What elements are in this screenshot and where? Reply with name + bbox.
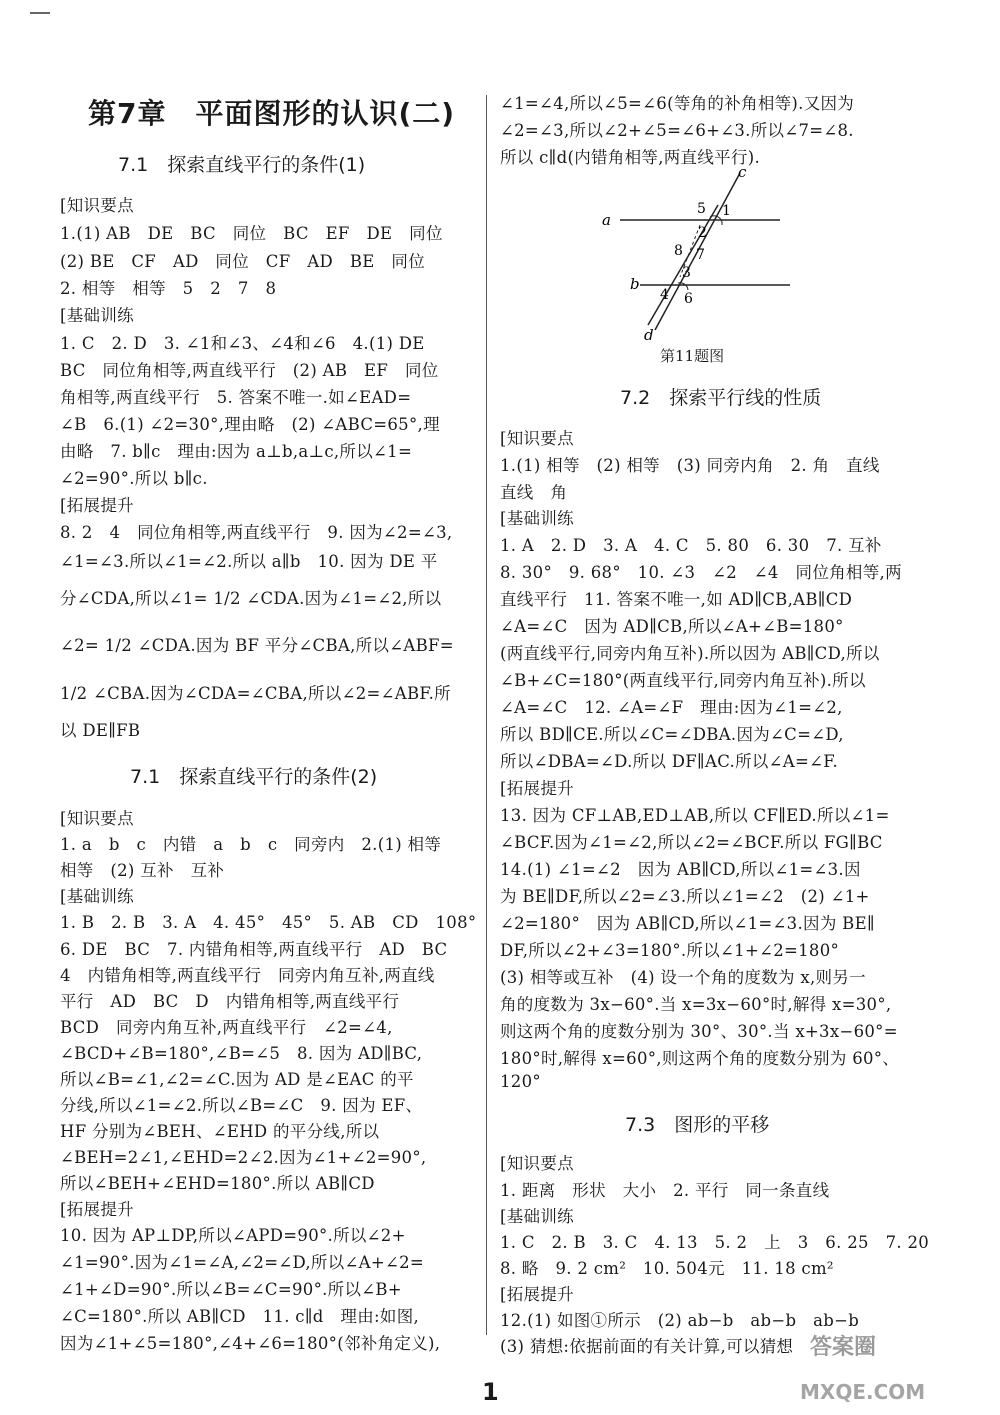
label-3: 3	[682, 265, 691, 281]
text-line: 因为∠1+∠5=180°,∠4+∠6=180°(邻补角定义),	[60, 1334, 441, 1353]
corner-mark	[30, 12, 50, 14]
text-line: ∠BEH=2∠1,∠EHD=2∠2.因为∠1+∠2=90°,	[60, 1148, 427, 1167]
text-line: [拓展提升	[500, 779, 574, 798]
text-line: 所以∠DBA=∠D.所以 DF∥AC.所以∠A=∠F.	[500, 752, 838, 771]
label-8: 8	[674, 243, 683, 259]
text-line: [基础训练	[60, 887, 134, 906]
text-line: 1.(1) 相等 (2) 相等 (3) 同旁内角 2. 角 直线	[500, 456, 880, 475]
text-line: [基础训练	[500, 509, 574, 528]
text-line: [拓展提升	[60, 496, 134, 515]
text-line: 1. 距离 形状 大小 2. 平行 同一条直线	[500, 1181, 830, 1200]
text-line: 14.(1) ∠1=∠2 因为 AB∥CD,所以∠1=∠3.因	[500, 860, 861, 879]
text-line: 相等 (2) 互补 互补	[60, 861, 225, 880]
label-c: c	[738, 165, 747, 181]
text-line: [知识要点	[500, 429, 574, 448]
text-line: ∠2=90°.所以 b∥c.	[60, 469, 208, 488]
text-line: ∠B 6.(1) ∠2=30°,理由略 (2) ∠ABC=65°,理	[60, 415, 440, 434]
text-line: 由略 7. b∥c 理由:因为 a⊥b,a⊥c,所以∠1=	[60, 442, 413, 461]
text-line: 12.(1) 如图①所示 (2) ab−b ab−b ab−b	[500, 1311, 860, 1330]
text-line: 1/2 ∠CBA.因为∠CDA=∠CBA,所以∠2=∠ABF.所	[60, 684, 451, 703]
label-a: a	[602, 211, 611, 229]
text-line: ∠BCD+∠B=180°,∠B=∠5 8. 因为 AD∥BC,	[60, 1044, 423, 1063]
chapter-title: 第7章 平面图形的认识(二)	[88, 97, 456, 130]
text-line: 平行 AD BC D 内错角相等,两直线平行	[60, 992, 400, 1011]
text-line: 6. DE BC 7. 内错角相等,两直线平行 AD BC	[60, 940, 448, 959]
label-6: 6	[684, 291, 693, 307]
text-line: 180°时,解得 x=60°,则这两个角的度数分别为 60°、	[500, 1049, 900, 1068]
label-5: 5	[697, 201, 706, 217]
text-line: (3) 相等或互补 (4) 设一个角的度数为 x,则另一	[500, 968, 866, 987]
text-line: 角相等,两直线平行 5. 答案不唯一.如∠EAD=	[60, 388, 412, 407]
text-line: 2. 相等 相等 5 2 7 8	[60, 279, 277, 298]
text-line: 120°	[500, 1072, 541, 1091]
text-line: [知识要点	[60, 809, 134, 828]
text-line: 1. a b c 内错 a b c 同旁内 2.(1) 相等	[60, 835, 442, 854]
text-line: 1. B 2. B 3. A 4. 45° 45° 5. AB CD 108°	[60, 913, 477, 932]
label-7: 7	[696, 247, 705, 263]
text-line: 直线 角	[500, 483, 568, 502]
text-line: 所以 c∥d(内错角相等,两直线平行).	[500, 148, 761, 167]
text-line: 所以∠BEH+∠EHD=180°.所以 AB∥CD	[60, 1174, 375, 1193]
text-line: [基础训练	[60, 306, 134, 325]
text-line: BC 同位角相等,两直线平行 (2) AB EF 同位	[60, 361, 439, 380]
text-line: ∠2= 1/2 ∠CDA.因为 BF 平分∠CBA,所以∠ABF=	[60, 636, 454, 655]
text-line: ∠2=180° 因为 AB∥CD,所以∠1=∠3.因为 BE∥	[500, 914, 875, 933]
text-line: 1.(1) AB DE BC 同位 BC EF DE 同位	[60, 224, 443, 243]
watermark-url: MXQE.COM	[800, 1380, 926, 1404]
text-line: ∠2=∠3,所以∠2+∠5=∠6+∠3.所以∠7=∠8.	[500, 121, 854, 140]
text-line: (2) BE CF AD 同位 CF AD BE 同位	[60, 252, 425, 271]
page-number: 1	[482, 1378, 499, 1406]
text-line: ∠1=∠3.所以∠1=∠2.所以 a∥b 10. 因为 DE 平	[60, 552, 438, 571]
text-line: 8. 略 9. 2 cm² 10. 504元 11. 18 cm²	[500, 1259, 834, 1278]
text-line: 8. 2 4 同位角相等,两直线平行 9. 因为∠2=∠3,	[60, 523, 453, 542]
text-line: 分∠CDA,所以∠1= 1/2 ∠CDA.因为∠1=∠2,所以	[60, 589, 442, 608]
text-line: 所以 BD∥CE.所以∠C=∠DBA.因为∠C=∠D,	[500, 725, 844, 744]
text-line: (两直线平行,同旁内角互补).所以因为 AB∥CD,所以	[500, 644, 880, 663]
figure-11-diagram	[600, 165, 820, 345]
section-title-7-2: 7.2 探索平行线的性质	[620, 387, 822, 409]
column-divider	[486, 95, 487, 1335]
label-4: 4	[660, 287, 669, 303]
text-line: 直线平行 11. 答案不唯一,如 AD∥CB,AB∥CD	[500, 590, 853, 609]
text-line: [基础训练	[500, 1207, 574, 1226]
label-d: d	[644, 326, 654, 344]
text-line: [知识要点	[500, 1154, 574, 1173]
label-2: 2	[698, 225, 707, 241]
text-line: 角的度数为 3x−60°.当 x=3x−60°时,解得 x=30°,	[500, 995, 892, 1014]
text-line: BCD 同旁内角互补,两直线平行 ∠2=∠4,	[60, 1018, 393, 1037]
section-title-7-1-1: 7.1 探索直线平行的条件(1)	[118, 154, 366, 176]
text-line: 8. 30° 9. 68° 10. ∠3 ∠2 ∠4 同位角相等,两	[500, 563, 902, 582]
watermark-logo: 答案圈	[810, 1335, 877, 1360]
text-line: (3) 猜想:依据前面的有关计算,可以猜想	[500, 1337, 794, 1356]
text-line: 1. C 2. D 3. ∠1和∠3、∠4和∠6 4.(1) DE	[60, 334, 425, 353]
section-title-7-3: 7.3 图形的平移	[625, 1114, 770, 1136]
text-line: [拓展提升	[500, 1285, 574, 1304]
text-line: ∠C=180°.所以 AB∥CD 11. c∥d 理由:如图,	[60, 1307, 420, 1326]
figure-caption: 第11题图	[660, 347, 725, 365]
text-line: 以 DE∥FB	[60, 721, 141, 740]
text-line: [拓展提升	[60, 1200, 134, 1219]
text-line: ∠1=90°.因为∠1=∠A,∠2=∠D,所以∠A+∠2=	[60, 1253, 425, 1272]
text-line: ∠1=∠4,所以∠5=∠6(等角的补角相等).又因为	[500, 94, 855, 113]
text-line: 则这两个角的度数分别为 30°、30°.当 x+3x−60°=	[500, 1022, 898, 1041]
text-line: 分线,所以∠1=∠2.所以∠B=∠C 9. 因为 EF、	[60, 1096, 423, 1115]
text-line: 1. A 2. D 3. A 4. C 5. 80 6. 30 7. 互补	[500, 536, 882, 555]
text-line: 13. 因为 CF⊥AB,ED⊥AB,所以 CF∥ED.所以∠1=	[500, 806, 890, 825]
text-line: [知识要点	[60, 196, 134, 215]
text-line: ∠B+∠C=180°(两直线平行,同旁内角互补).所以	[500, 671, 866, 690]
text-line: ∠A=∠C 12. ∠A=∠F 理由:因为∠1=∠2,	[500, 698, 843, 717]
text-line: DF,所以∠2+∠3=180°.所以∠1+∠2=180°	[500, 941, 840, 960]
text-line: 1. C 2. B 3. C 4. 13 5. 2 上 3 6. 25 7. 20	[500, 1233, 930, 1252]
text-line: HF 分别为∠BEH、∠EHD 的平分线,所以	[60, 1122, 380, 1141]
text-line: 所以∠B=∠1,∠2=∠C.因为 AD 是∠EAC 的平	[60, 1070, 414, 1089]
text-line: 为 BE∥DF,所以∠2=∠3.所以∠1=∠2 (2) ∠1+	[500, 887, 870, 906]
label-b: b	[630, 275, 640, 293]
text-line: ∠A=∠C 因为 AD∥CB,所以∠A+∠B=180°	[500, 617, 844, 636]
text-line: 10. 因为 AP⊥DP,所以∠APD=90°.所以∠2+	[60, 1226, 406, 1245]
text-line: 4 内错角相等,两直线平行 同旁内角互补,两直线	[60, 966, 435, 985]
section-title-7-1-2: 7.1 探索直线平行的条件(2)	[130, 766, 378, 788]
text-line: ∠1+∠D=90°.所以∠B=∠C=90°.所以∠B+	[60, 1280, 402, 1299]
label-1: 1	[722, 203, 731, 219]
text-line: ∠BCF.因为∠1=∠2,所以∠2=∠BCF.所以 FG∥BC	[500, 833, 883, 852]
